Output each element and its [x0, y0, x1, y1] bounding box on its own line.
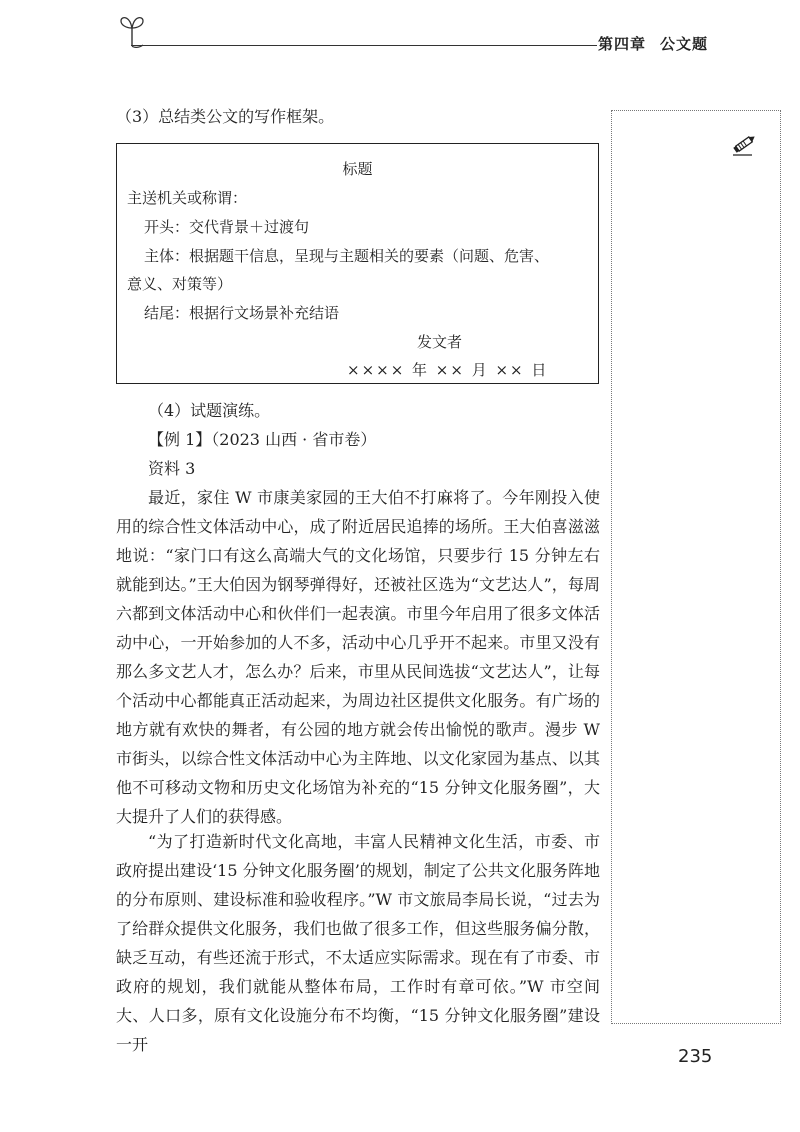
example-label: 【例 1】（2023 山西 · 省市卷）: [148, 430, 377, 449]
chapter-heading: [598, 33, 708, 54]
framework-opening: 开头：交代背景＋过渡句: [144, 218, 310, 236]
framework-title: 标题: [342, 160, 373, 178]
framework-body-line1: 主体：根据题干信息，呈现与主题相关的要素（问题、危害、: [144, 247, 550, 265]
paragraph-2: “为了打造新时代文化高地，丰富人民精神文化生活，市委、市政府提出建设‘15 分钟文化服务圈’的规划，制定了公共文化服务阵地的分布原则、建设标准和验收程序。”W 市文旅局李局长说，“过去为了给群众提供文化服务，我们也做了很多工作，但这些服务偏分散，缺乏互动，有些还流于形式，不太适应实际需求。现在有了市委、市政府的规划，我们就能从整体布局，工作时有章可依。”W 市空间大、人口多，原有文化设施分布不均衡，“15 分钟文化服务圈”建设一开: [116, 832, 600, 1054]
header-rule: [131, 45, 597, 46]
framework-body-line2: 意义、对策等）: [127, 275, 233, 293]
framework-date: ×××× 年 ×× 月 ×× 日: [347, 361, 549, 379]
pencil-icon: [730, 130, 758, 158]
paragraph-1: 最近，家住 W 市康美家园的王大伯不打麻将了。今年刚投入使用的综合性文体活动中心，成了附近居民追捧的场所。王大伯喜滋滋地说：“家门口有这么高端大气的文化场馆，只要步行 15 分钟左右就能到达。”王大伯因为钢琴弹得好，还被社区选为“文艺达人”，每周六都到文体活动中心和伙伴们一起表演。市里今年启用了很多文体活动中心，一开始参加的人不多，活动中心几乎开不起来。市里又没有那么多文艺人才，怎么办？后来，市里从民间选拔“文艺达人”，让每个活动中心都能真正活动起来，为周边社区提供文化服务。有广场的地方就有欢快的舞者，有公园的地方就会传出愉悦的歌声。漫步 W 市街头，以综合性文体活动中心为主阵地、以文化家园为基点、以其他不可移动文物和历史文化场馆为补充的“15 分钟文化服务圈”，大大提升了人们的获得感。: [116, 488, 600, 826]
framework-issuer: 发文者: [417, 333, 463, 351]
page-number: 235: [678, 1046, 713, 1067]
sprout-icon: [117, 14, 147, 48]
writing-framework-box: [116, 143, 599, 384]
section-4-heading: （4）试题演练。: [148, 401, 271, 420]
notes-sidebar: [611, 110, 781, 1024]
material-label: 资料 3: [148, 459, 196, 478]
framework-ending: 结尾：根据行文场景补充结语: [144, 304, 340, 322]
chapter-title: 公文题: [659, 35, 708, 53]
chapter-number: 第四章: [597, 35, 646, 53]
framework-recipient: 主送机关或称谓：: [127, 189, 248, 207]
section-3-heading: （3）总结类公文的写作框架。: [116, 107, 335, 126]
